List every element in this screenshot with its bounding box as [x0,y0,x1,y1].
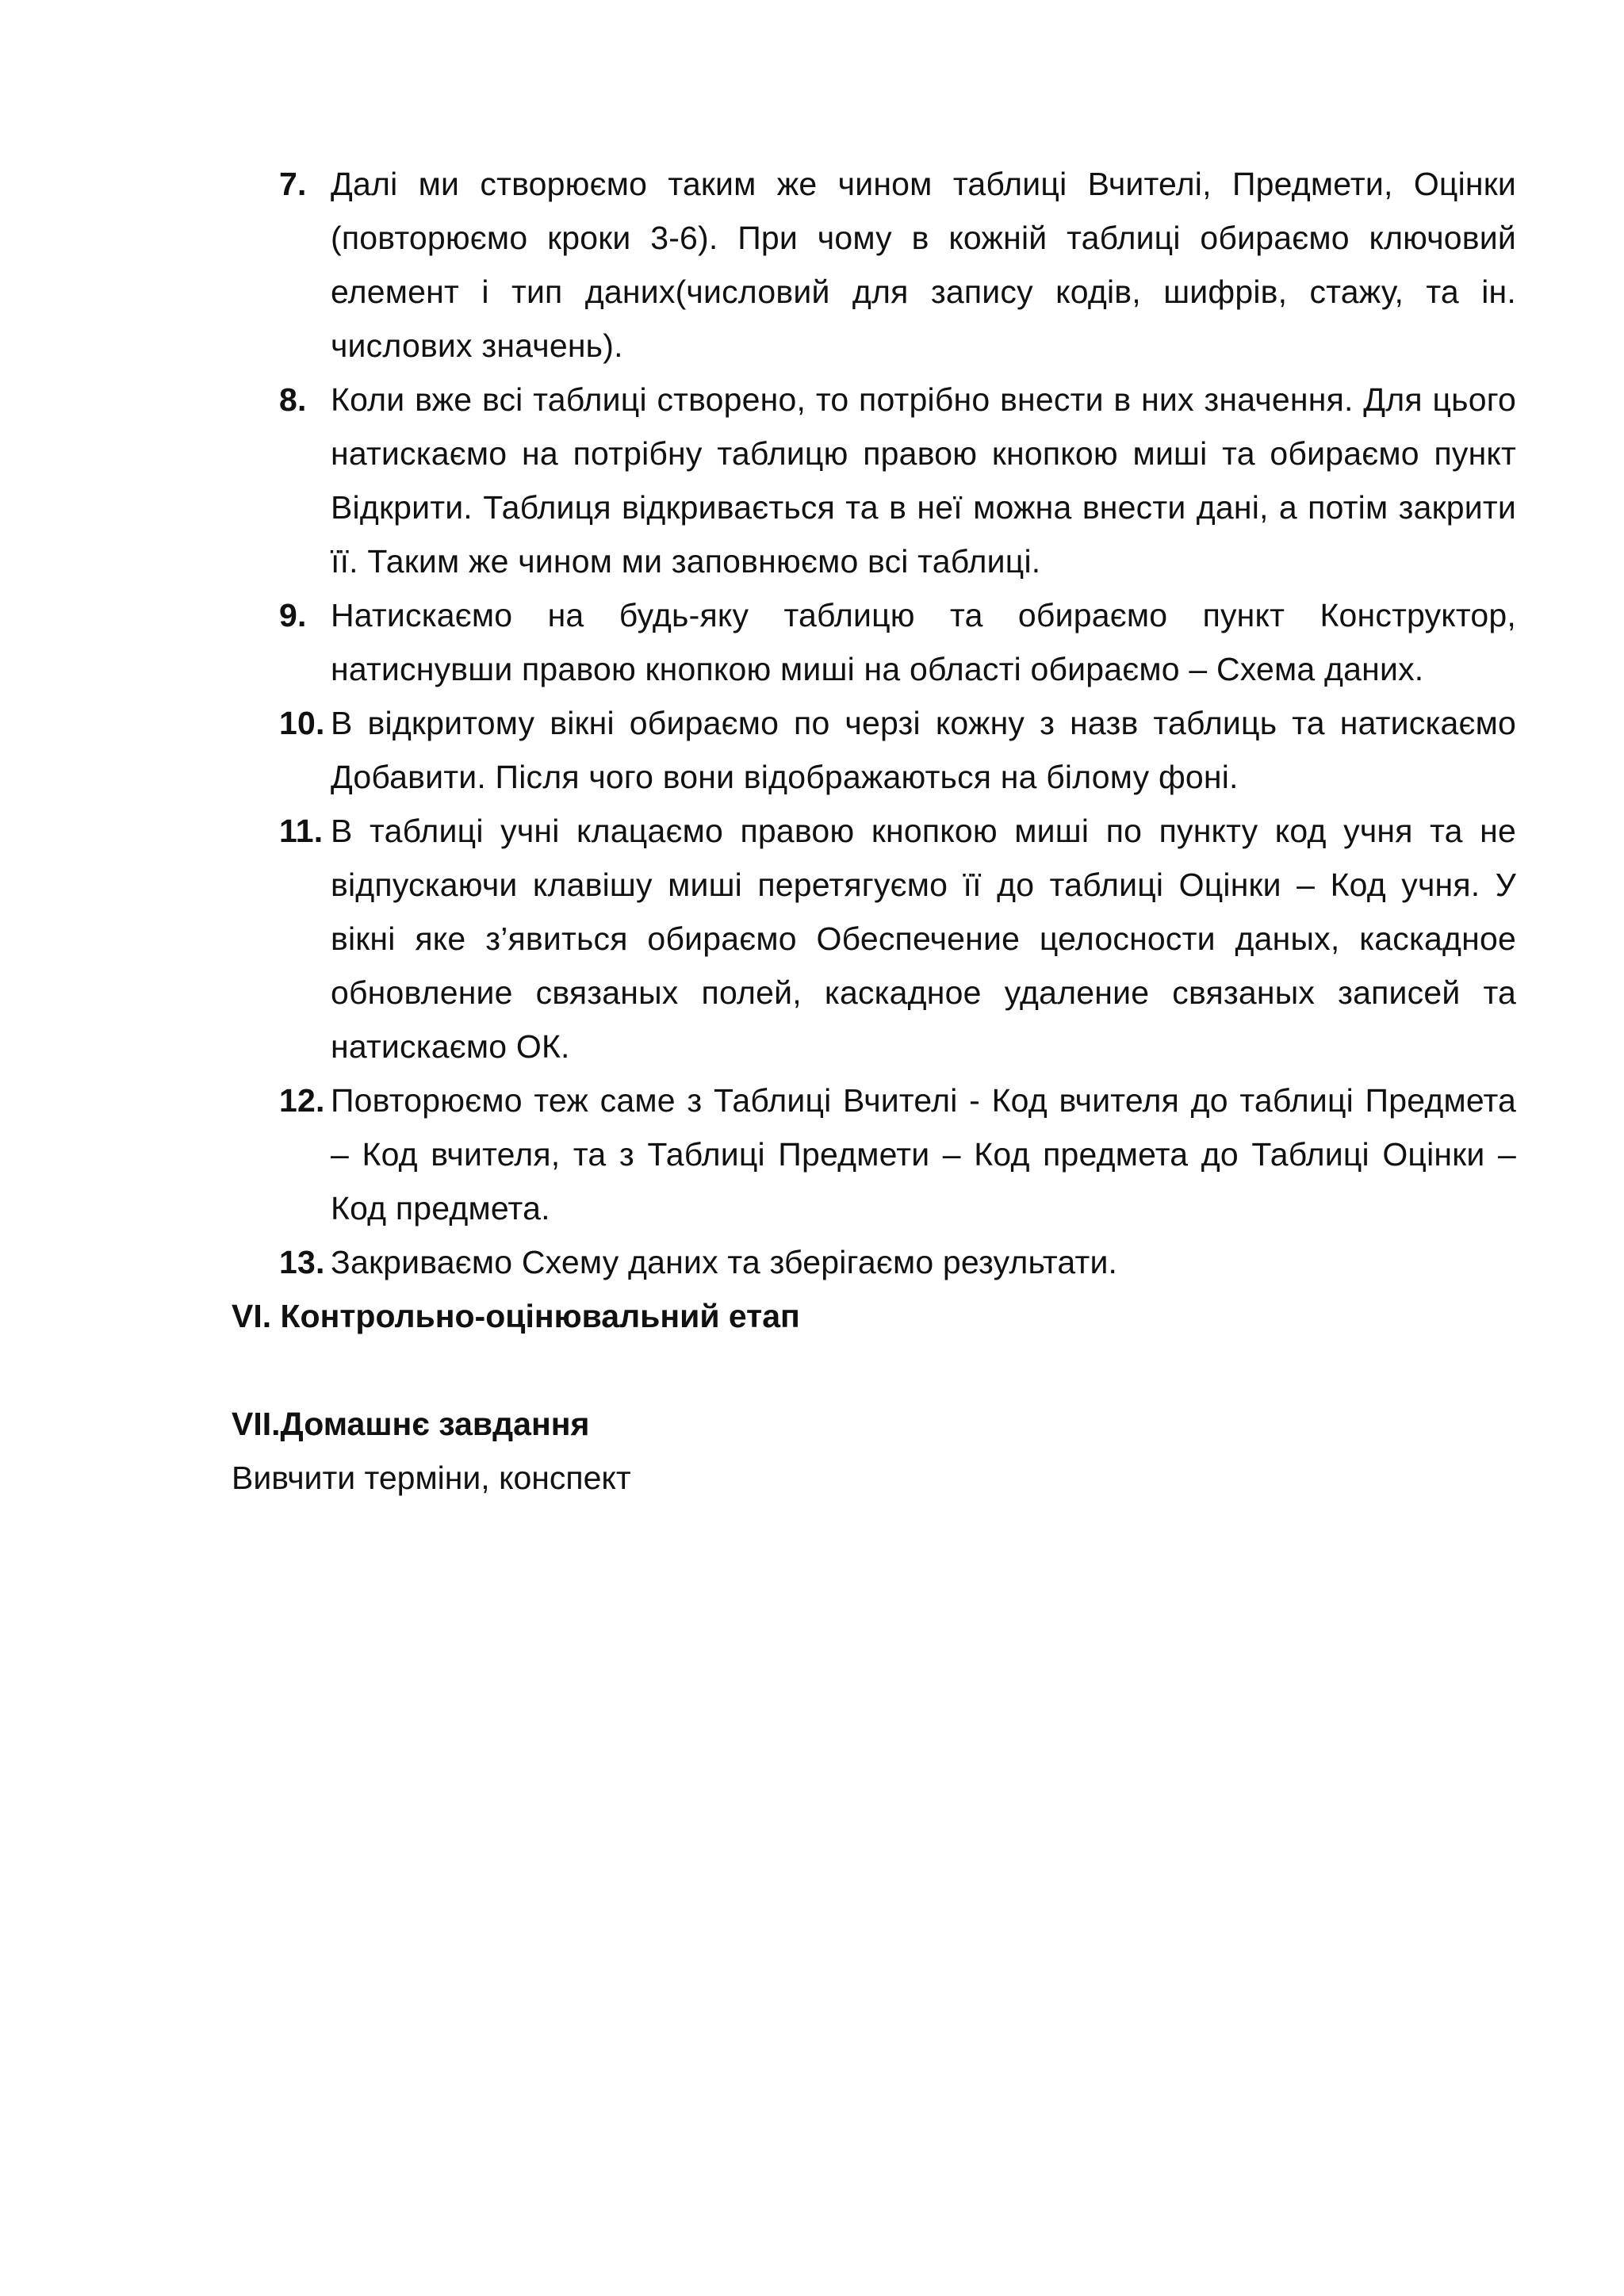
step-text: Далі ми створюємо таким же чином таблиці Вчителі, Предмети, Оцінки (повторюємо кроки 3-6). При чому в кожній таблиці обираємо ключовий елемент і тип даних(числовий для запису кодів, шифрів, стажу, та ін. числових значень). [331,166,1516,364]
step-number: 9. [279,597,307,633]
step-text: Закриваємо Схему даних та зберігаємо результати. [331,1244,1118,1280]
step-12 [232,1073,1516,1235]
step-9 [232,588,1516,696]
step-text: В відкритому вікні обираємо по черзі кожну з назв таблиць та натискаємо Добавити. Після чого вони відображаються на білому фоні. [331,705,1516,795]
section-vii-heading: VII.Домашнє завдання [232,1406,590,1442]
instruction-steps-list [232,157,1516,1289]
step-number: 7. [279,166,307,202]
homework-text: Вивчити терміни, конспект [232,1460,631,1496]
document-content [232,157,1516,1505]
step-text: В таблиці учні клацаємо правою кнопкою миші по пункту код учня та не відпускаючи клавішу миші перетягуємо її до таблиці Оцінки – Код учня. У вікні яке з’явиться обираємо Обеспечение целосности даных, каскадное обновление связаных полей, каскадное удаление связаных записей та натискаємо ОК. [331,813,1516,1065]
step-7 [232,157,1516,373]
step-number: 12. [279,1082,325,1119]
step-text: Натискаємо на будь-яку таблицю та обираємо пункт Конструктор, натиснувши правою кнопкою миші на області обираємо – Схема даних. [331,597,1516,687]
step-10 [232,696,1516,804]
step-8 [232,373,1516,588]
step-number: 10. [279,705,325,741]
step-text: Коли вже всі таблиці створено, то потрібно внести в них значення. Для цього натискаємо на потрібну таблицю правою кнопкою миші та обираємо пункт Відкрити. Таблиця відкривається та в неї можна внести дані, а потім закрити її. Таким же чином ми заповнюємо всі таблиці. [331,381,1516,580]
step-11 [232,804,1516,1073]
step-text: Повторюємо теж саме з Таблиці Вчителі - Код вчителя до таблиці Предмета – Код вчителя, та з Таблиці Предмети – Код предмета до Таблиці Оцінки – Код предмета. [331,1082,1516,1226]
step-number: 8. [279,381,307,418]
step-number: 13. [279,1244,325,1280]
step-13 [232,1235,1516,1289]
section-vi-heading: VI. Контрольно-оцінювальний етап [232,1298,800,1334]
step-number: 11. [279,813,324,849]
